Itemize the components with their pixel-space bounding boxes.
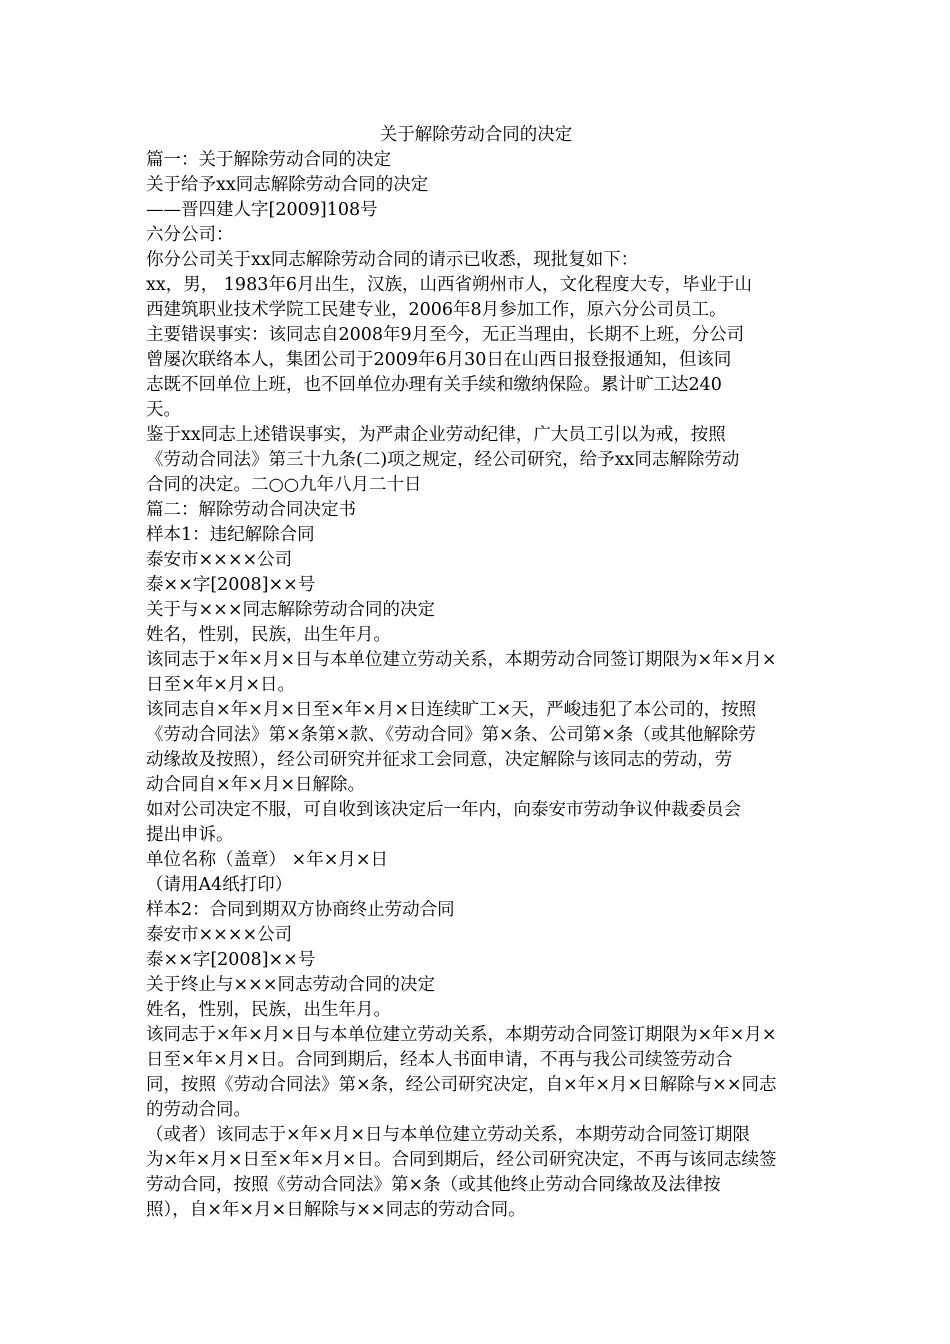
paragraph: 篇一：关于解除劳动合同的决定 [146, 150, 391, 170]
paragraph: 样本1：违纪解除合同 [146, 525, 315, 545]
paragraph: 该同志于×年×月×日与本单位建立劳动关系，本期劳动合同签订期限为×年×月× 日至×年×月×日。 [146, 650, 777, 695]
paragraph: 鉴于xx同志上述错误事实，为严肃企业劳动纪律，广大员工引以为戒，按照 《劳动合同法》第三十九条(二)项之规定，经公司研究，给予xx同志解除劳动 合同的决定。二○○九年八月二十日 [146, 425, 740, 495]
document-title: 关于解除劳动合同的决定 [379, 125, 573, 145]
paragraph: 姓名，性别，民族，出生年月。 [146, 625, 391, 645]
paragraph: 关于与×××同志解除劳动合同的决定 [146, 600, 435, 620]
paragraph: 你分公司关于xx同志解除劳动合同的请示已收悉，现批复如下： [146, 250, 639, 270]
paragraph: 关于给予xx同志解除劳动合同的决定 [146, 175, 429, 195]
paragraph: xx，男， 1983年6月出生，汉族，山西省朔州市人，文化程度大专，毕业于山 西建筑职业技术学院工民建专业，2006年8月参加工作，原六分公司员工。 [146, 275, 752, 320]
paragraph: 样本2：合同到期双方协商终止劳动合同 [146, 900, 455, 920]
paragraph: 主要错误事实：该同志自2008年9月至今，无正当理由，长期不上班，分公司 曾屡次联络本人，集团公司于2009年6月30日在山西日报登报通知，但该同 志既不回单位上班，也不回单位办理有关手续和缴纳保险。累计旷工达240 天。 [146, 325, 745, 420]
paragraph: 泰安市××××公司 [146, 925, 293, 945]
document-body [146, 123, 806, 1223]
paragraph: 该同志于×年×月×日与本单位建立劳动关系，本期劳动合同签订期限为×年×月× 日至×年×月×日。合同到期后，经本人书面申请，不再与我公司续签劳动合 同，按照《劳动合同法》第×条，经公司研究决定，自×年×月×日解除与××同志 的劳动合同。 [146, 1025, 777, 1120]
paragraph: 姓名，性别，民族，出生年月。 [146, 1000, 391, 1020]
paragraph: （或者）该同志于×年×月×日与本单位建立劳动关系，本期劳动合同签订期限 为×年×月×日至×年×月×日。合同到期后，经公司研究决定，不再与该同志续签 劳动合同，按照《劳动合同法》第×条（或其他终止劳动合同缘故及法律按 照），自×年×月×日解除与××同志的劳动合同。 [146, 1125, 777, 1220]
paragraph: 如对公司决定不服，可自收到该决定后一年内，向泰安市劳动争议仲裁委员会 提出申诉。 [146, 800, 741, 845]
paragraph: 该同志自×年×月×日至×年×月×日连续旷工×天，严峻违犯了本公司的，按照 《劳动合同法》第×条第×款、《劳动合同》第×条、公司第×条（或其他解除劳 动缘故及按照），经公司研究并征求工会同意，决定解除与该同志的劳动，劳 动合同自×年×月×日解除。 [146, 700, 757, 795]
paragraph: 单位名称（盖章） ×年×月×日 [146, 850, 389, 870]
paragraph: 泰安市××××公司 [146, 550, 293, 570]
paragraph: 篇二：解除劳动合同决定书 [146, 500, 356, 520]
paragraph: （请用A4纸打印） [146, 875, 293, 895]
paragraph: 关于终止与×××同志劳动合同的决定 [146, 975, 435, 995]
paragraph: ——晋四建人字[2009]108号 [146, 200, 378, 220]
paragraph: 泰××字[2008]××号 [146, 575, 316, 595]
paragraph: 泰××字[2008]××号 [146, 950, 316, 970]
paragraph: 六分公司： [146, 225, 234, 245]
